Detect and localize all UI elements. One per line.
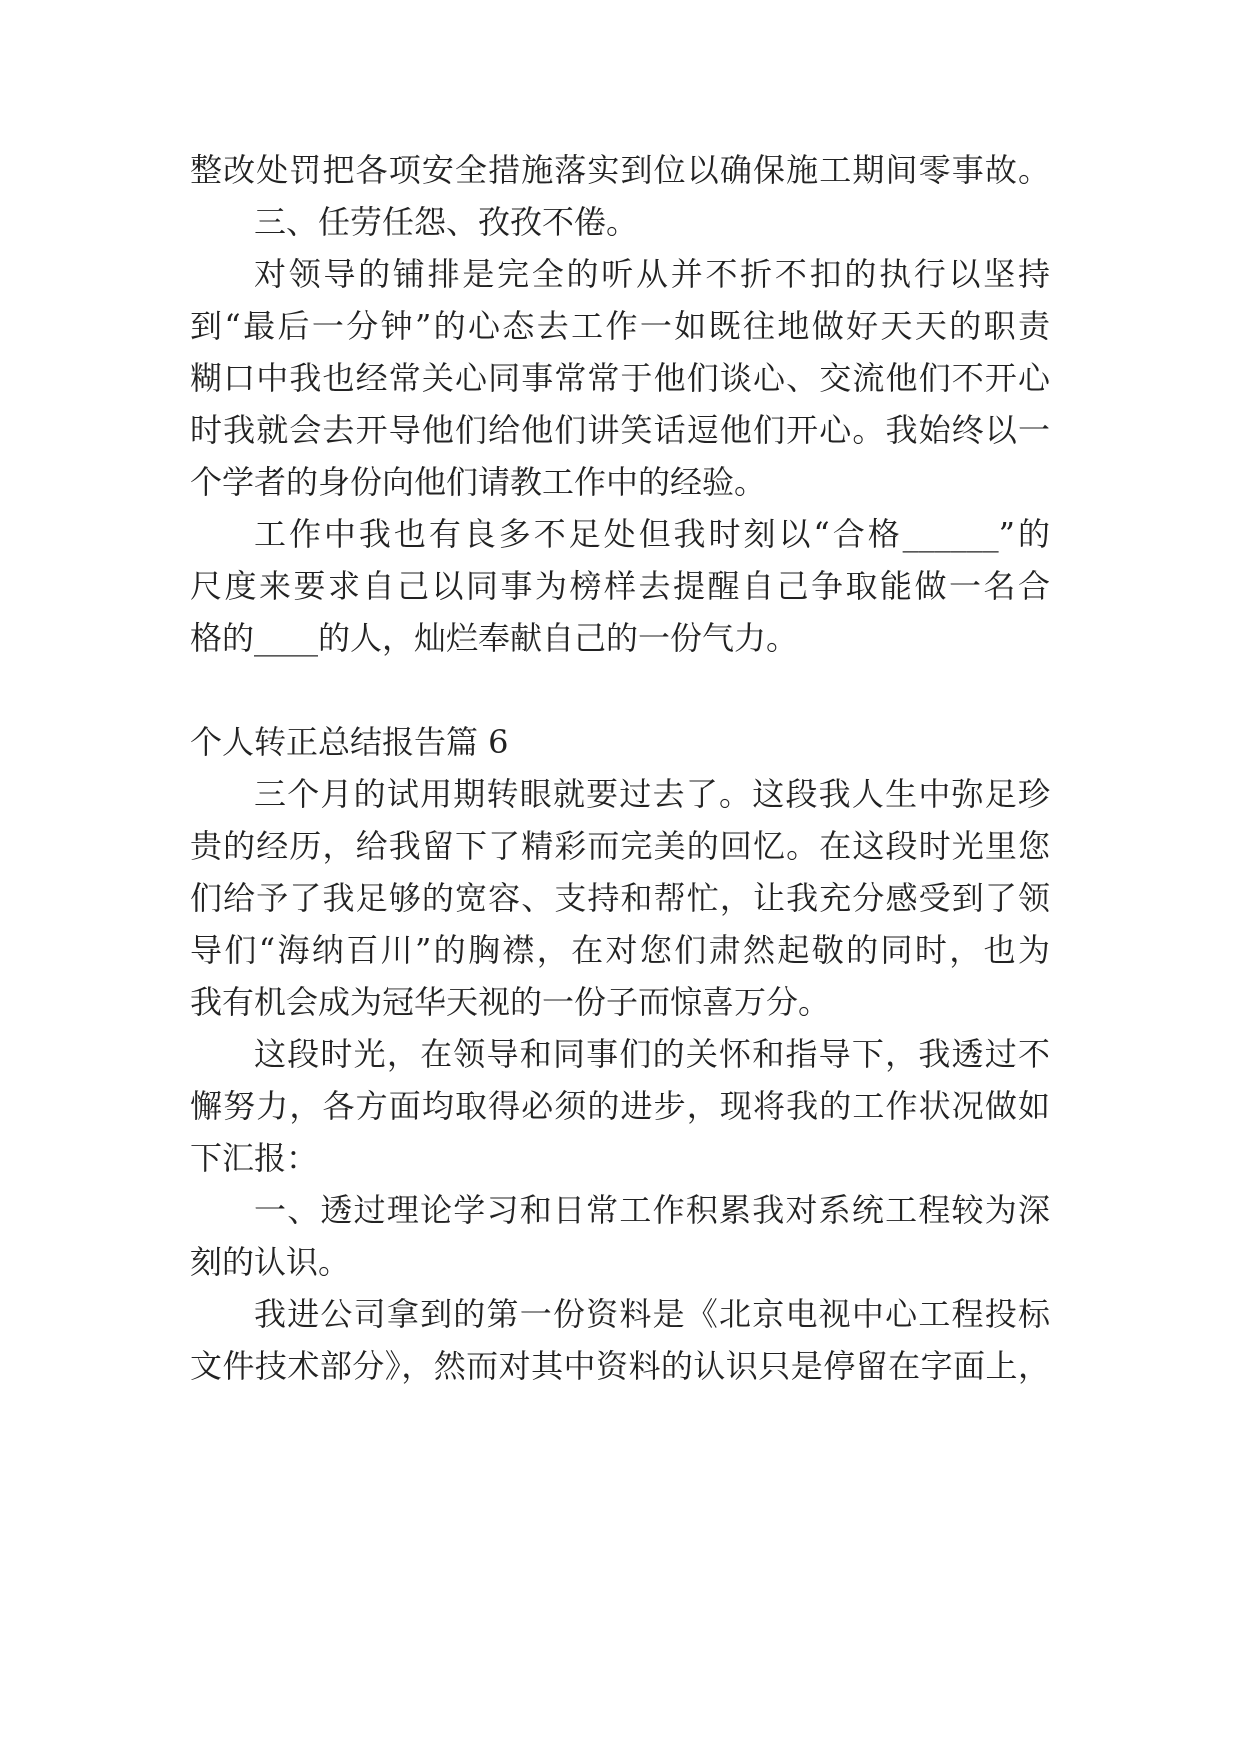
text-line: 时我就会去开导他们给他们讲笑话逗他们开心。我始终以一: [190, 411, 1050, 449]
text-line: 尺度来要求自己以同事为榜样去提醒自己争取能做一名合: [190, 567, 1050, 605]
text-line: 这段时光，在领导和同事们的关怀和指导下，我透过不: [254, 1035, 1050, 1073]
text-line: 文件技术部分》，然而对其中资料的认识只是停留在字面上，: [190, 1347, 1050, 1385]
text-line: 们给予了我足够的宽容、支持和帮忙，让我充分感受到了领: [190, 879, 1050, 917]
text-line: 整改处罚把各项安全措施落实到位以确保施工期间零事故。: [190, 151, 1050, 189]
text-line: 对领导的铺排是完全的听从并不折不扣的执行以坚持: [254, 255, 1050, 293]
text-line: 工作中我也有良多不足处但我时刻以“合格______”的: [254, 515, 1050, 553]
section-title: 个人转正总结报告篇 6: [190, 723, 509, 761]
text-line: 格的____的人，灿烂奉献自己的一份气力。: [190, 619, 799, 657]
text-line: 我进公司拿到的第一份资料是《北京电视中心工程投标: [254, 1295, 1050, 1333]
text-line: 个学者的身份向他们请教工作中的经验。: [190, 463, 767, 501]
text-line: 我有机会成为冠华天视的一份子而惊喜万分。: [190, 983, 831, 1021]
text-line: 到“最后一分钟”的心态去工作一如既往地做好天天的职责: [190, 307, 1050, 345]
text-line: 刻的认识。: [190, 1243, 351, 1281]
text-line: 懈努力，各方面均取得必须的进步，现将我的工作状况做如: [190, 1087, 1050, 1125]
text-line: 导们“海纳百川”的胸襟，在对您们肃然起敬的同时，也为: [190, 931, 1050, 969]
text-line: 下汇报：: [190, 1139, 319, 1177]
section-heading: 三、任劳任怨、孜孜不倦。: [254, 203, 639, 241]
text-line: 三个月的试用期转眼就要过去了。这段我人生中弥足珍: [254, 775, 1050, 813]
text-line: 一、透过理论学习和日常工作积累我对系统工程较为深: [254, 1191, 1050, 1229]
text-line: 贵的经历，给我留下了精彩而完美的回忆。在这段时光里您: [190, 827, 1050, 865]
text-line: 糊口中我也经常关心同事常常于他们谈心、交流他们不开心: [190, 359, 1050, 397]
